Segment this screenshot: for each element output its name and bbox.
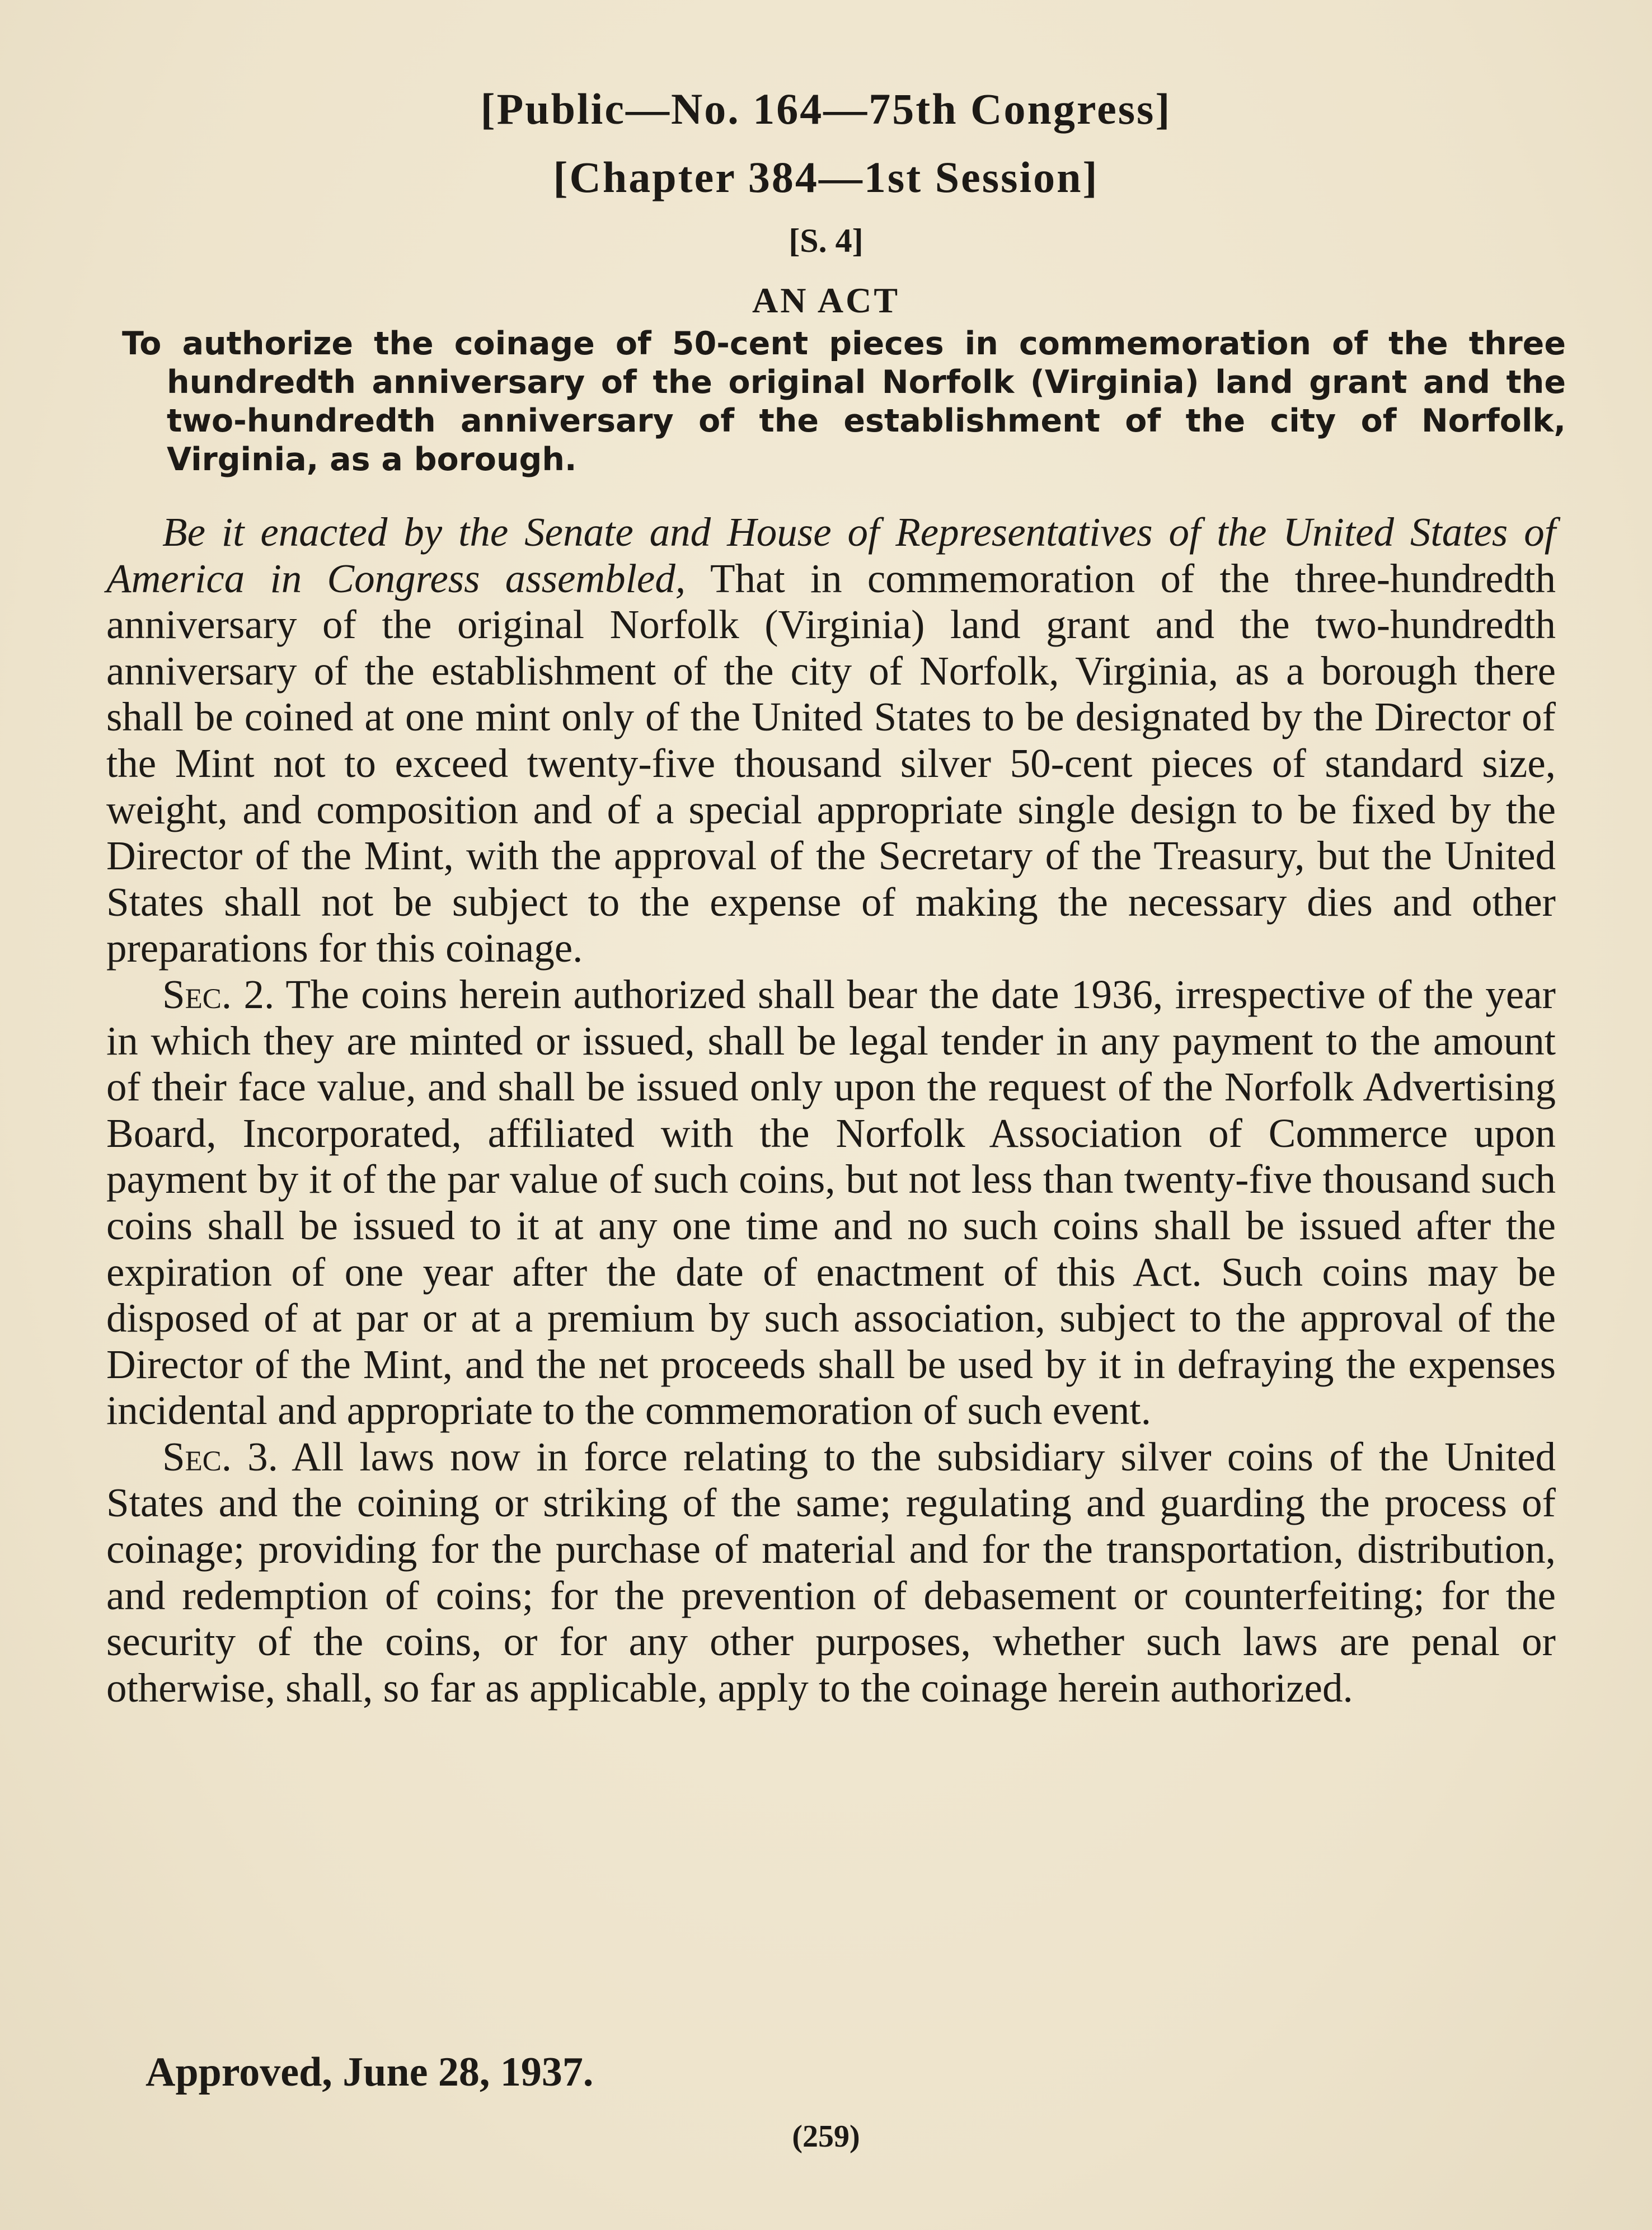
- section-3: [106, 1434, 1556, 1712]
- section-2: [106, 972, 1556, 1434]
- act-body: [106, 509, 1556, 1711]
- act-purpose-text: To authorize the coinage of 50-cent pieces in commemoration of the three hundredth anniversary of the original Norfolk (Virginia) land grant and the two-hundredth anniversary of the establishment of the city of Norfolk, Virginia, as a borough.: [122, 325, 1566, 478]
- bill-number: [S. 4]: [789, 222, 863, 259]
- section-1-text: That in commemoration of the three-hundredth anniversary of the original Norfolk (Virginia) land grant and the two-hundredth anniversary of the establishment of the city of Norfolk, Virginia, as a borough there shall be coined at one mint only of the United States to be designated by the Director of the Mint not to exceed twenty-five thousand silver 50-cent pieces of standard size, weight, and composition and of a special appropriate single design to be fixed by the Director of the Mint, with the approval of the Secretary of the Treasury, but the United States shall not be subject to the expense of making the necessary dies and other preparations for this coinage.: [106, 555, 1556, 971]
- page-number: (259): [792, 2119, 860, 2154]
- section-2-label: Sec. 2.: [162, 971, 275, 1017]
- approval-date: Approved, June 28, 1937.: [146, 2049, 594, 2095]
- act-title: AN ACT: [752, 280, 900, 320]
- chapter-heading: [Chapter 384—1st Session]: [553, 153, 1099, 202]
- enacting-clause: Be it enacted by the Senate and House of Representatives of the United States of America in Congress assembled,: [106, 509, 1556, 601]
- section-3-text: All laws now in force relating to the subsidiary silver coins of the United States and the coining or striking of the same; regulating and guarding the process of coinage; providing for the purchase of material and for the transportation, distribution, and redemption of coins; for the prevention of debasement or counterfeiting; for the security of the coins, or for any other purposes, whether such laws are penal or otherwise, shall, so far as applicable, apply to the coinage herein authorized.: [106, 1433, 1556, 1711]
- section-2-text: The coins herein authorized shall bear the date 1936, irrespective of the year in which they are minted or issued, shall be legal tender in any payment to the amount of their face value, and shall be issued only upon the request of the Norfolk Advertising Board, Incorporated, affiliated with the Norfolk Association of Commerce upon payment by it of the par value of such coins, but not less than twenty-five thousand such coins shall be issued to it at any one time and no such coins shall be issued after the expiration of one year after the date of enactment of this Act. Such coins may be disposed of at par or at a premium by such association, subject to the approval of the Director of the Mint, and the net proceeds shall be used by it in defraying the expenses incidental and appropriate to the commemoration of such event.: [106, 971, 1556, 1433]
- section-3-label: Sec. 3.: [162, 1433, 278, 1479]
- act-purpose: [122, 325, 1566, 479]
- section-1: [106, 509, 1556, 972]
- public-law-heading: [Public—No. 164—75th Congress]: [480, 85, 1172, 133]
